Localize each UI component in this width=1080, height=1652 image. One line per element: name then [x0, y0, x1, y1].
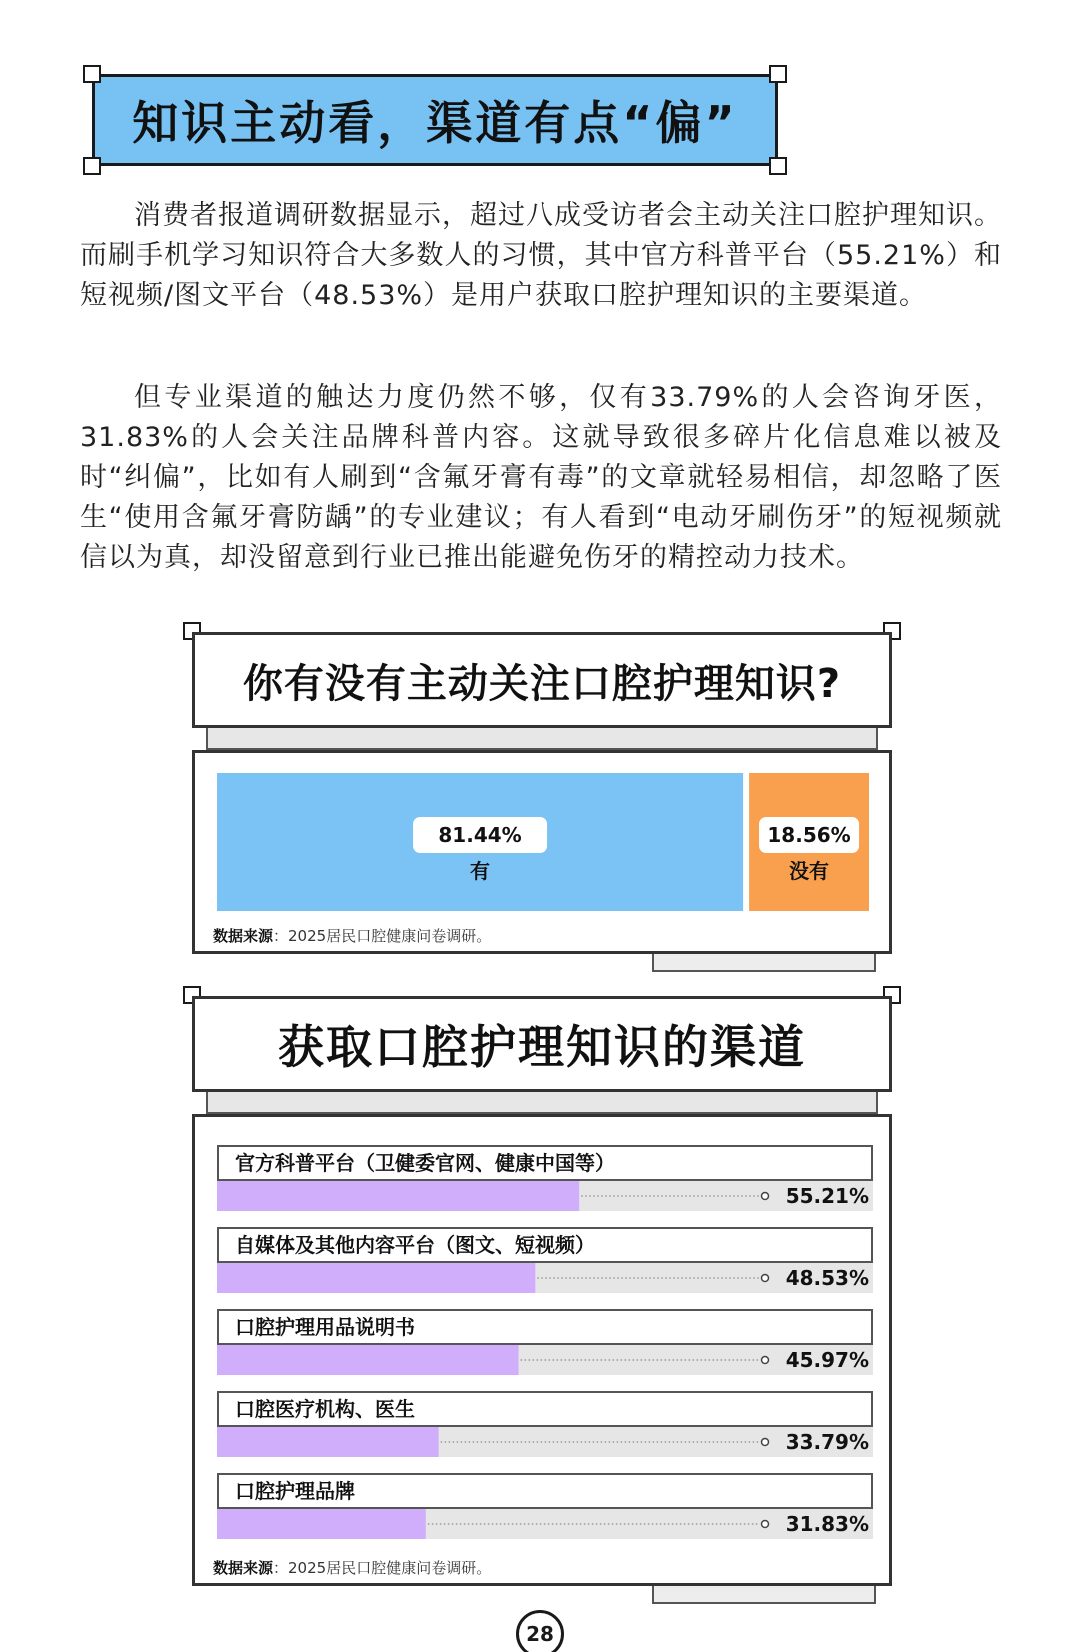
chart2-category-label: 口腔医疗机构、医生	[217, 1391, 873, 1427]
chart2-leader-dot	[762, 1521, 769, 1528]
chart2-bar-track	[217, 1345, 873, 1375]
chart2-value-label: 45.97%	[785, 1348, 869, 1372]
corner-handle-top-right	[769, 65, 787, 83]
chart2-category-label: 官方科普平台（卫健委官网、健康中国等）	[217, 1145, 873, 1181]
chart2-bar	[217, 1509, 426, 1539]
chart2-category-label: 口腔护理用品说明书	[217, 1309, 873, 1345]
chart1-footer-tab	[652, 954, 876, 972]
chart2-source-label: 数据来源	[213, 1559, 274, 1577]
chart1-value-label-2: 18.56%	[767, 823, 851, 847]
chart2-tab-strip	[206, 1092, 878, 1114]
chart2-bar	[217, 1345, 519, 1375]
chart2-row	[217, 1309, 873, 1387]
chart2-leader-dot	[762, 1193, 769, 1200]
chart2-leader-dot	[762, 1357, 769, 1364]
body-paragraph-2: 但专业渠道的触达力度仍然不够，仅有33.79%的人会咨询牙医，31.83%的人会关注品牌科普内容。这就导致很多碎片化信息难以被及时“纠偏”，比如有人刷到“含氟牙膏有毒”的文章就轻易相信，却忽略了医生“使用含氟牙膏防龋”的专业建议；有人看到“电动牙刷伤牙”的短视频就信以为真，却没留意到行业已推出能避免伤牙的精控动力技术。	[80, 382, 1002, 573]
section-heading-banner	[92, 74, 778, 166]
chart2-source-text: ：2025居民口腔健康问卷调研。	[273, 1559, 492, 1577]
chart2-bar	[217, 1263, 535, 1293]
chart1-panel	[192, 750, 892, 954]
corner-handle-bottom-left	[83, 157, 101, 175]
chart2-category-label: 自媒体及其他内容平台（图文、短视频）	[217, 1227, 873, 1263]
chart2-panel	[192, 1114, 892, 1586]
chart2-bar	[217, 1427, 439, 1457]
chart2-value-label: 55.21%	[785, 1184, 869, 1208]
chart2-leader-dot	[762, 1275, 769, 1282]
chart1-value-label-1: 81.44%	[438, 823, 522, 847]
body-paragraph-1: 消费者报道调研数据显示，超过八成受访者会主动关注口腔护理知识。而刷手机学习知识符合大多数人的习惯，其中官方科普平台（55.21%）和短视频/图文平台（48.53%）是用户获取口腔护理知识的主要渠道。	[80, 200, 1002, 311]
chart2-title: 获取口腔护理知识的渠道	[192, 996, 892, 1092]
chart2-row	[217, 1391, 873, 1469]
chart2-bar-track	[217, 1263, 873, 1293]
chart2-row	[217, 1473, 873, 1551]
chart1-category-label-2: 没有	[789, 859, 830, 883]
chart2-value-label: 33.79%	[785, 1430, 869, 1454]
chart2-value-label: 31.83%	[785, 1512, 869, 1536]
chart1-source-label: 数据来源	[213, 927, 274, 945]
page-number: 28	[516, 1610, 564, 1652]
chart2-row	[217, 1227, 873, 1305]
chart2-leader-dot	[762, 1439, 769, 1446]
chart1-source-text: ：2025居民口腔健康问卷调研。	[273, 927, 492, 945]
chart2-bar-track	[217, 1427, 873, 1457]
chart2-bar-track	[217, 1509, 873, 1539]
chart2-row	[217, 1145, 873, 1223]
chart1-stacked-bar	[217, 773, 869, 911]
chart1-tab-strip	[206, 728, 878, 750]
chart1-source-note	[213, 925, 491, 946]
chart1-category-label-1: 有	[470, 859, 491, 883]
chart2-bar	[217, 1181, 579, 1211]
chart2-value-label: 48.53%	[785, 1266, 869, 1290]
chart2-source-note	[213, 1557, 491, 1578]
section-heading: 知识主动看，渠道有点“偏”	[132, 96, 738, 150]
chart2-footer-tab	[652, 1586, 876, 1604]
chart2-bar-track	[217, 1181, 873, 1211]
chart2-category-label: 口腔护理品牌	[217, 1473, 873, 1509]
corner-handle-bottom-right	[769, 157, 787, 175]
corner-handle-top-left	[83, 65, 101, 83]
chart1-title: 你有没有主动关注口腔护理知识?	[192, 632, 892, 728]
